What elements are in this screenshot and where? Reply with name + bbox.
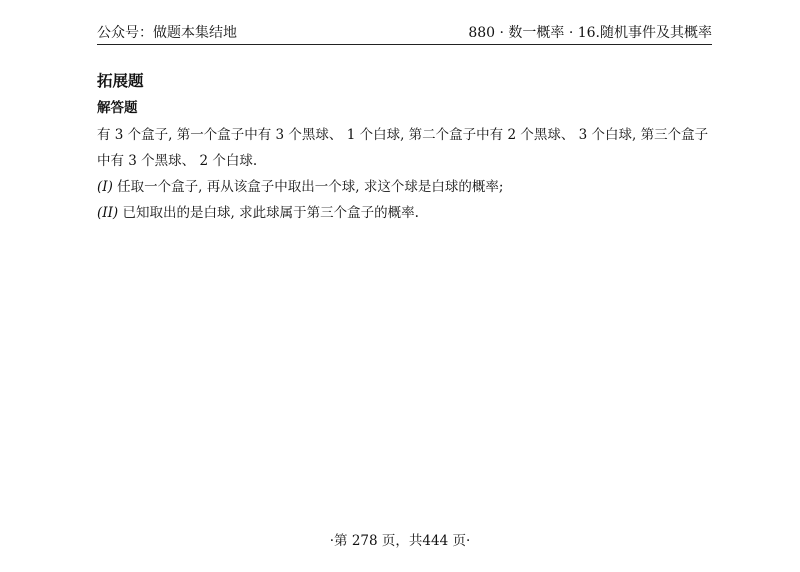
header-rule <box>97 44 712 45</box>
page-content <box>97 70 712 226</box>
question-type: 解答题 <box>97 100 138 116</box>
problem-statement-line-1: 有 3 个盒子, 第一个盒子中有 3 个黑球、 1 个白球, 第二个盒子中有 2 个黑球、 3 个白球, 第三个盒子 <box>97 127 709 143</box>
header-chapter: 880 · 数一概率 · 16.随机事件及其概率 <box>468 25 712 41</box>
part-2-text: 已知取出的是白球, 求此球属于第三个盒子的概率. <box>118 205 419 221</box>
problem-statement-line-2: 中有 3 个黑球、 2 个白球. <box>97 153 258 169</box>
part-1-text: 任取一个盒子, 再从该盒子中取出一个球, 求这个球是白球的概率; <box>112 179 504 195</box>
page-header <box>97 22 712 42</box>
problem-part-1 <box>97 174 712 200</box>
page-number: ·第 278 页，共444 页· <box>329 533 471 549</box>
section-title: 拓展题 <box>97 72 144 90</box>
part-1-label: (I) <box>97 179 113 195</box>
header-source: 公众号：做题本集结地 <box>97 25 237 41</box>
page-footer <box>0 532 800 550</box>
problem-part-2 <box>97 200 712 226</box>
part-2-label: (II) <box>97 205 119 221</box>
